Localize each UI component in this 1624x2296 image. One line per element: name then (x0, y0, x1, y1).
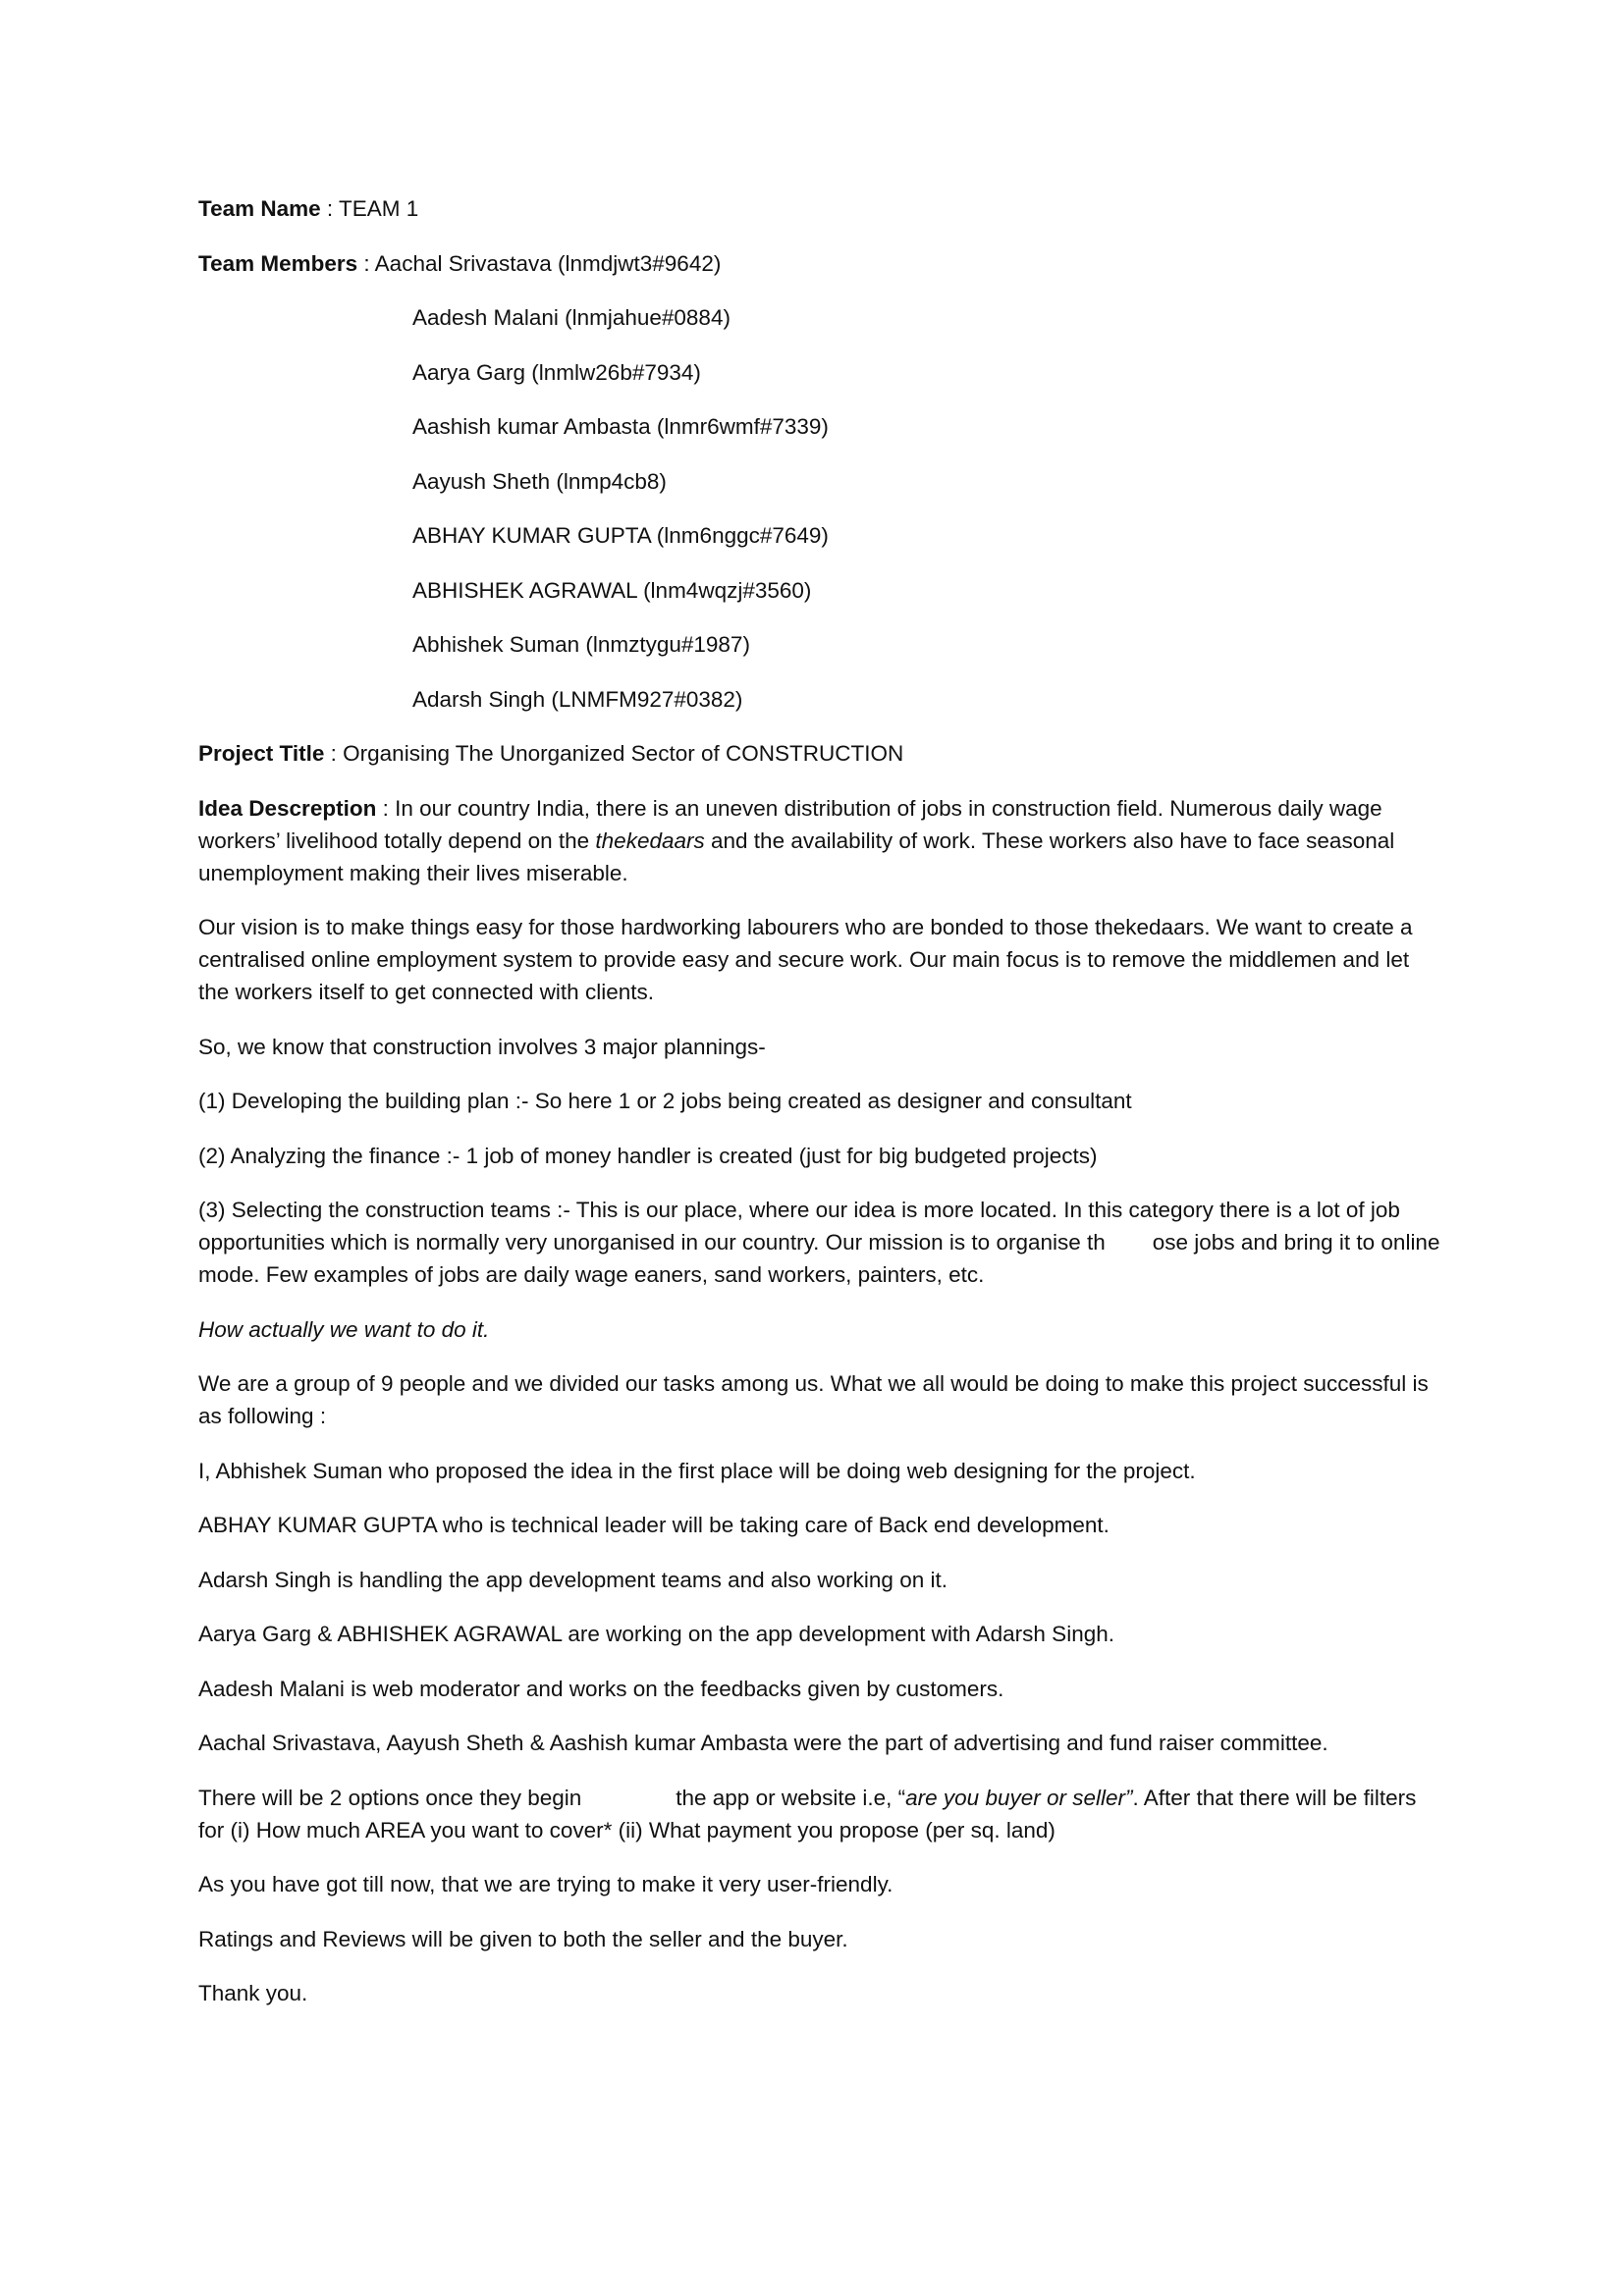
idea-italic-term: thekedaars (595, 828, 705, 853)
idea-description-label: Idea Descreption (198, 795, 377, 821)
team-members-line: Team Members : Aachal Srivastava (lnmdjwt3#9642) (198, 250, 722, 276)
team-name-line: Team Name : TEAM 1 (198, 196, 419, 221)
task-item: Aarya Garg & ABHISHEK AGRAWAL are working on the app development with Adarsh Singh. (198, 1622, 1114, 1646)
member-item: Aashish kumar Ambasta (lnmr6wmf#7339) (412, 414, 829, 439)
project-title-value: Organising The Unorganized Sector of CONSTRUCTION (343, 741, 904, 766)
plannings-intro: So, we know that construction involves 3 major plannings- (198, 1034, 766, 1059)
task-item: Aachal Srivastava, Aayush Sheth & Aashish kumar Ambasta were the part of advertising and fund raiser committee. (198, 1731, 1328, 1755)
member-item: Adarsh Singh (LNMFM927#0382) (412, 686, 743, 712)
team-name-label: Team Name (198, 196, 321, 221)
project-title-line: Project Title : Organising The Unorganized Sector of CONSTRUCTION (198, 741, 904, 766)
group-paragraph: We are a group of 9 people and we divided our tasks among us. What we all would be doing to make this project successful is as following : (198, 1371, 1429, 1428)
task-item: Aadesh Malani is web moderator and works on the feedbacks given by customers. (198, 1676, 1004, 1701)
team-name-value: TEAM 1 (339, 196, 419, 221)
thank-you: Thank you. (198, 1981, 308, 2005)
how-heading: How actually we want to do it. (198, 1316, 490, 1342)
planning-item: (1) Developing the building plan :- So here 1 or 2 jobs being created as designer and consultant (198, 1089, 1132, 1113)
task-item: I, Abhishek Suman who proposed the idea in the first place will be doing web designing for the project. (198, 1458, 1196, 1483)
member-item: Aachal Srivastava (lnmdjwt3#9642) (374, 250, 722, 276)
idea-description: Idea Descreption : In our country India, there is an uneven distribution of jobs in construction field. Numerous daily wage workers’ livelihood totally depend on the thekedaars and the availability of work. These workers also have to face seasonal unemployment making their lives miserable. (198, 795, 1395, 885)
options-italic: are you buyer or seller” (905, 1785, 1133, 1810)
project-title-label: Project Title (198, 741, 325, 766)
document-body (198, 192, 1445, 2032)
member-item: ABHISHEK AGRAWAL (lnm4wqzj#3560) (412, 577, 812, 603)
team-members-label: Team Members (198, 250, 358, 276)
member-item: ABHAY KUMAR GUPTA (lnm6nggc#7649) (412, 523, 829, 548)
vision-paragraph: Our vision is to make things easy for those hardworking labourers who are bonded to those thekedaars. We want to create a centralised online employment system to provide easy and secure work. Our main focus is to remove the middlemen and let the workers itself to get connected with clients. (198, 915, 1413, 1004)
options-paragraph (198, 1782, 1445, 1846)
member-item: Aadesh Malani (lnmjahue#0884) (412, 305, 731, 330)
planning-text: (3) Selecting the construction teams :- This is our place, where our idea is more located. In this category there is a lot of job opportunities which is normally very unorganised in our country. Our mission is to organise th (198, 1198, 1400, 1255)
member-item: Abhishek Suman (lnmztygu#1987) (412, 632, 750, 657)
task-item: Adarsh Singh is handling the app development teams and also working on it. (198, 1567, 947, 1592)
options-text: There will be 2 options once they begin (198, 1785, 582, 1810)
planning-text: ose jobs and bring it to online mode. Few examples of jobs are daily wage eaners, sand workers, painters, etc. (198, 1230, 1440, 1287)
idea-text: and the availability of work. These workers also have to face seasonal unemployment making their lives miserable. (198, 828, 1395, 885)
planning-item: (2) Analyzing the finance :- 1 job of money handler is created (just for big budgeted projects) (198, 1143, 1098, 1168)
task-item: ABHAY KUMAR GUPTA who is technical leader will be taking care of Back end development. (198, 1513, 1110, 1537)
ratings-paragraph: Ratings and Reviews will be given to both the seller and the buyer. (198, 1926, 848, 1951)
options-text: . After that there will be filters for (i) How much AREA you want to cover* (ii) What payment you propose (per sq. land) (198, 1785, 1417, 1842)
member-item: Aarya Garg (lnmlw26b#7934) (412, 359, 701, 385)
user-friendly-paragraph: As you have got till now, that we are trying to make it very user-friendly. (198, 1872, 893, 1896)
member-item: Aayush Sheth (lnmp4cb8) (412, 468, 667, 494)
planning-item-3 (198, 1194, 1445, 1291)
idea-text: In our country India, there is an uneven distribution of jobs in construction field. Numerous daily wage workers’ livelihood totally depend on the (198, 795, 1382, 853)
options-text: the app or website i.e, “ (676, 1785, 906, 1810)
